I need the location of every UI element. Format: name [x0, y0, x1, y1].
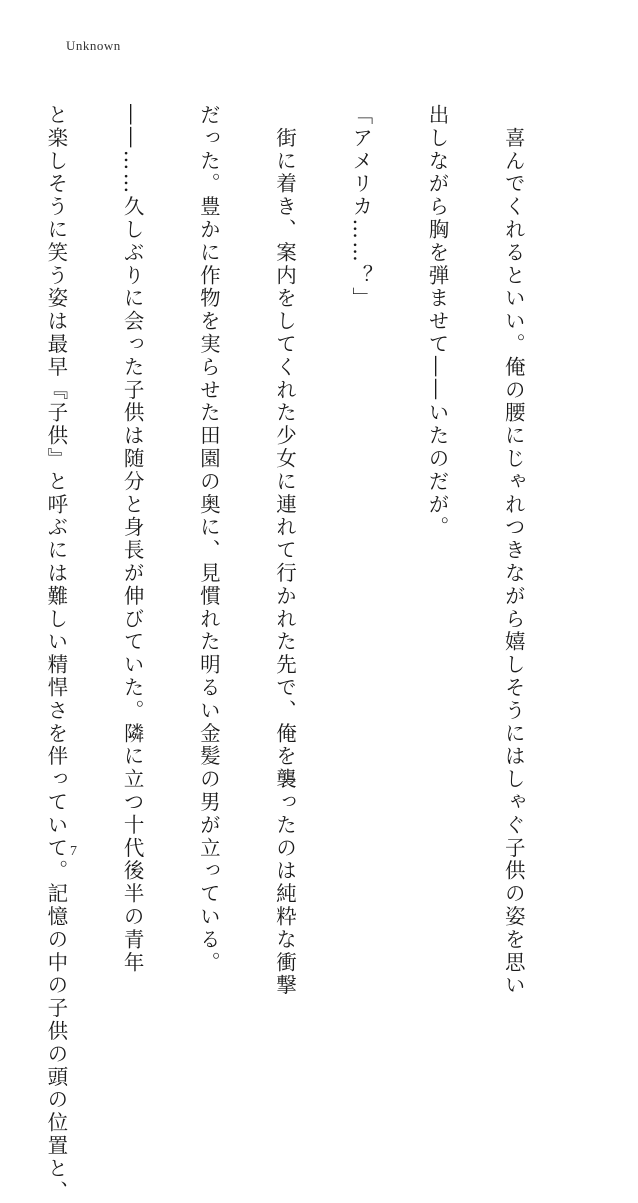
page-number: 7 — [70, 844, 77, 859]
vertical-body-text — [43, 104, 576, 1203]
text-line: ――……久しぶりに会った子供は随分と身長が伸びていた。隣に立つ十代後半の青年 — [120, 104, 145, 975]
text-line: 「アメリカ……？」 — [348, 104, 373, 311]
text-line: と楽しそうに笑う姿は最早『子供』と呼ぶには難しい精悍さを伴っていて。記憶の中の子供の頭の位置と、 — [43, 104, 68, 1203]
text-line: だった。豊かに作物を実らせた田園の奥に、見慣れた明るい金髪の男が立っている。 — [196, 104, 221, 975]
text-line: 出しながら胸を弾ませて――いたのだが。 — [424, 104, 449, 540]
text-line: 街に着き、案内をしてくれた少女に連れて行かれた先で、俺を襲ったのは純粋な衝撃 — [272, 104, 297, 998]
text-line: 喜んでくれるといい。俺の腰にじゃれつきながら嬉しそうにはしゃぐ子供の姿を思い — [501, 104, 526, 998]
running-header: Unknown — [66, 38, 121, 53]
